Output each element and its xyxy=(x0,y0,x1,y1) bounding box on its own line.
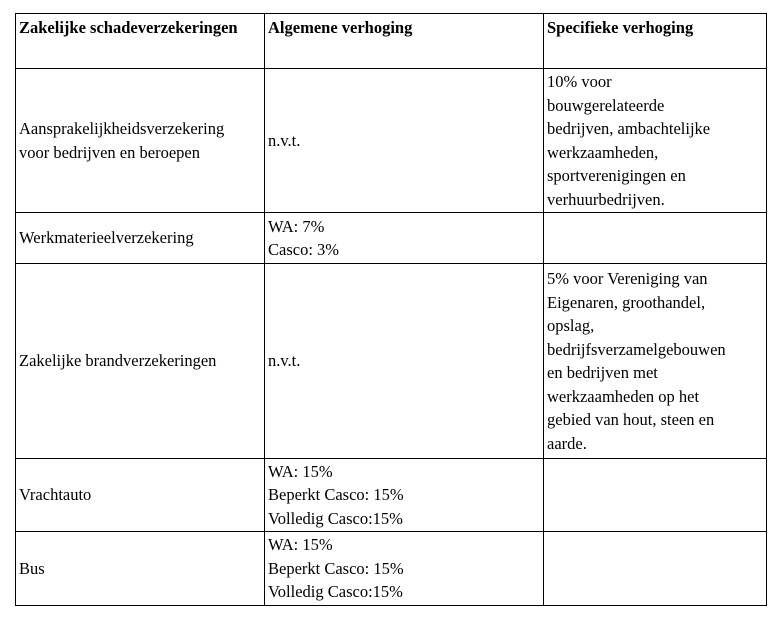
general-increase-line: Beperkt Casco: 15% xyxy=(268,558,404,578)
insurance-type-cell xyxy=(16,532,265,606)
general-increase-cell xyxy=(265,459,544,532)
specific-increase-line: verhuurbedrijven. xyxy=(547,189,665,209)
specific-increase-cell xyxy=(544,264,767,459)
specific-increase-line: en bedrijven met xyxy=(547,363,658,382)
insurance-type-cell xyxy=(16,264,265,459)
general-increase-line: WA: 15% xyxy=(268,535,333,555)
table-row xyxy=(16,532,767,606)
specific-increase-line: werkzaamheden, xyxy=(547,142,659,162)
table-row xyxy=(16,213,767,264)
specific-increase-line: bouwgerelateerde xyxy=(547,95,665,115)
insurance-type-line: Werkmaterieelverzekering xyxy=(19,228,194,248)
specific-increase-cell xyxy=(544,459,767,532)
specific-increase-line: opslag, xyxy=(547,316,595,335)
insurance-type-cell xyxy=(16,213,265,264)
general-increase-cell xyxy=(265,264,544,459)
general-increase-line: Beperkt Casco: 15% xyxy=(268,485,404,505)
insurance-type-line: Bus xyxy=(19,558,45,578)
specific-increase-line: aarde. xyxy=(547,433,587,453)
general-increase-line: WA: 15% xyxy=(268,461,333,481)
general-increase-line: Volledig Casco:15% xyxy=(268,508,403,528)
general-increase-cell xyxy=(265,532,544,606)
table-row xyxy=(16,69,767,213)
insurance-increase-table xyxy=(15,13,767,606)
header-general-increase: Algemene verhoging xyxy=(265,14,544,69)
insurance-type-cell xyxy=(16,459,265,532)
general-increase-line: Volledig Casco:15% xyxy=(268,582,403,602)
specific-increase-line: sportverenigingen en xyxy=(547,166,686,185)
general-increase-cell xyxy=(265,213,544,264)
general-increase-line: WA: 7% xyxy=(268,216,325,236)
specific-increase-line: gebied van hout, steen en xyxy=(547,410,715,429)
specific-increase-line: Eigenaren, groothandel, xyxy=(547,292,706,312)
insurance-type-line: Zakelijke brandverzekeringen xyxy=(19,351,217,371)
specific-increase-line: bedrijven, ambachtelijke xyxy=(547,119,711,138)
specific-increase-cell xyxy=(544,69,767,213)
insurance-type-line: Aansprakelijkheidsverzekering xyxy=(19,119,225,138)
insurance-type-cell xyxy=(16,69,265,213)
general-increase-cell xyxy=(265,69,544,213)
insurance-type-line: Vrachtauto xyxy=(19,485,92,505)
specific-increase-cell xyxy=(544,532,767,606)
header-row xyxy=(16,14,767,69)
general-increase-line: n.v.t. xyxy=(268,351,301,371)
table-row xyxy=(16,264,767,459)
specific-increase-line: werkzaamheden op het xyxy=(547,386,700,406)
specific-increase-cell xyxy=(544,213,767,264)
header-specific-increase: Specifieke verhoging xyxy=(544,14,767,69)
table-row xyxy=(16,459,767,532)
general-increase-line: Casco: 3% xyxy=(268,240,340,259)
specific-increase-line: bedrijfsverzamelgebouwen xyxy=(547,339,726,359)
header-insurance-type: Zakelijke schadeverzekeringen xyxy=(16,14,265,69)
specific-increase-line: 5% voor Vereniging van xyxy=(547,269,708,288)
specific-increase-line: 10% voor xyxy=(547,72,612,91)
insurance-type-line: voor bedrijven en beroepen xyxy=(19,142,200,162)
general-increase-line: n.v.t. xyxy=(268,130,301,150)
